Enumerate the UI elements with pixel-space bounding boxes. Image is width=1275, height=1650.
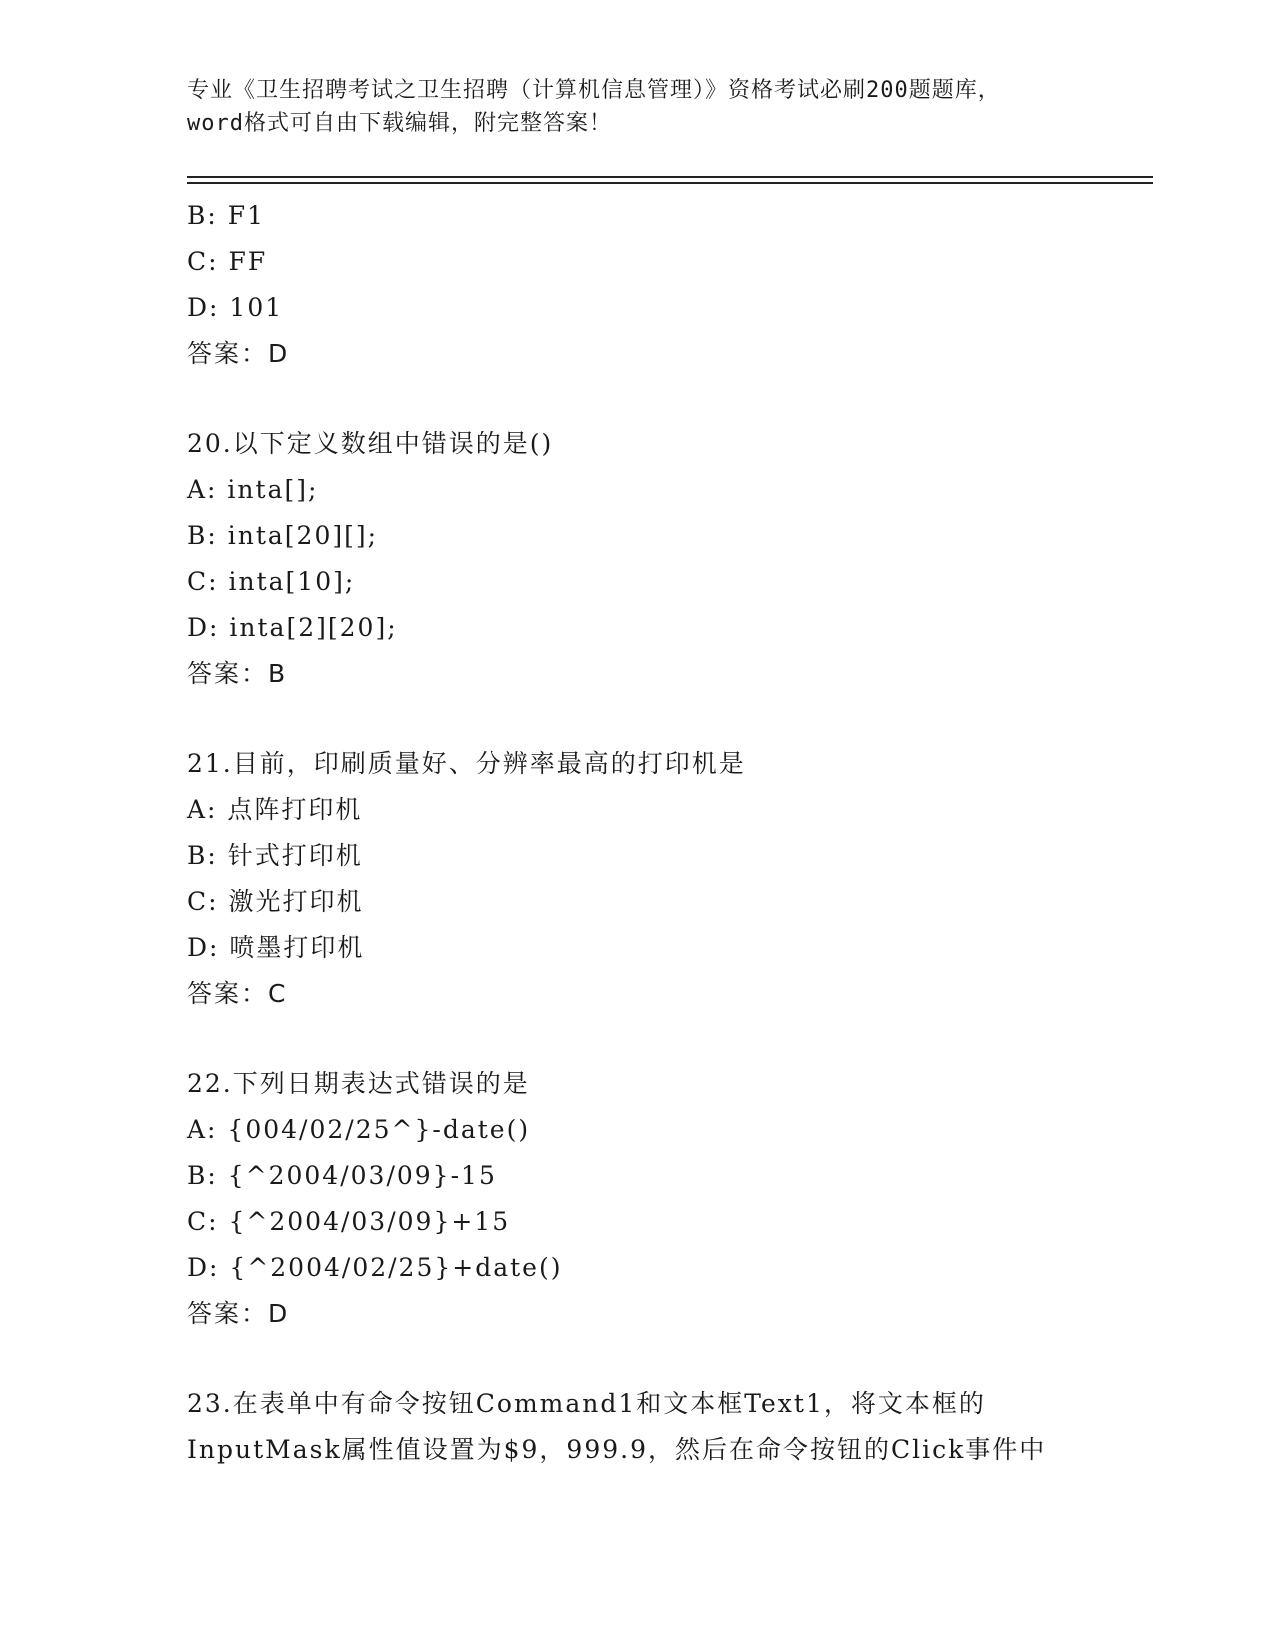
document-body (187, 193, 1127, 1473)
question-23 (187, 1381, 1127, 1473)
question-stem-continued: InputMask属性值设置为$9，999.9，然后在命令按钮的Click事件中 (187, 1435, 1047, 1464)
option: B: {^2004/03/09}-15 (187, 1161, 497, 1190)
header-rule-bottom (187, 182, 1153, 184)
option: D: 喷墨打印机 (187, 933, 365, 962)
question-title: 20.以下定义数组中错误的是() (187, 429, 554, 458)
option: B: inta[20][]; (187, 521, 379, 550)
question-title: 22.下列日期表达式错误的是 (187, 1069, 530, 1098)
option: D: inta[2][20]; (187, 613, 398, 642)
option: C: 激光打印机 (187, 887, 364, 916)
answer: 答案：B (187, 659, 288, 688)
answer: 答案：D (187, 1299, 290, 1328)
question-22 (187, 1061, 1127, 1337)
question-title: 21.目前，印刷质量好、分辨率最高的打印机是 (187, 749, 746, 778)
question-21 (187, 741, 1127, 1017)
option: D: {^2004/02/25}+date() (187, 1253, 563, 1282)
document-header (187, 74, 1087, 140)
header-rule-top (187, 176, 1153, 178)
option: B: F1 (187, 201, 265, 230)
question-20 (187, 421, 1127, 697)
option: A: 点阵打印机 (187, 795, 363, 824)
option: A: {004/02/25^}-date() (187, 1115, 531, 1144)
question-title: 23.在表单中有命令按钮Command1和文本框Text1，将文本框的 (187, 1389, 986, 1418)
answer: 答案：D (187, 339, 290, 368)
header-line-2: word格式可自由下载编辑，附完整答案！ (187, 111, 612, 136)
option: A: inta[]; (187, 475, 319, 504)
option: C: inta[10]; (187, 567, 356, 596)
header-line-1: 专业《卫生招聘考试之卫生招聘（计算机信息管理）》资格考试必刷200题题库， (187, 78, 1001, 103)
option: D: 101 (187, 293, 284, 322)
option: C: {^2004/03/09}+15 (187, 1207, 511, 1236)
answer: 答案：C (187, 979, 288, 1008)
continued-question (187, 193, 1127, 377)
option: C: FF (187, 247, 268, 276)
option: B: 针式打印机 (187, 841, 363, 870)
